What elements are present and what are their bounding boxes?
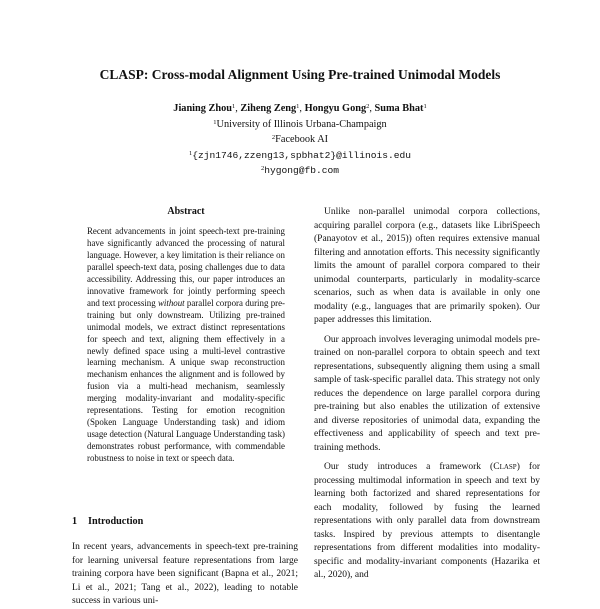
body-paragraph [314,461,540,583]
email-marker: 2 [260,165,265,172]
author-names [0,101,600,117]
abstract-text [87,226,285,465]
abstract-heading: Abstract [167,206,205,217]
paragraph-part: ) for processing multimodal information in speech and text by learning both factorized and shared representations for each modality, followed by fusing the learned representations with only parallel data from downstream tasks. Inspired by previous attempts to disentangle representations from different modalities into modality-specific and modality-invariant components (Hazarika et al., 2020), and [314,462,540,580]
author-name: Hongyu Gong [304,103,367,114]
author-name: Jianing Zhou [173,103,232,114]
framework-name: Clasp [493,462,517,472]
affiliation-marker: 2 [271,134,276,141]
author-affiliation-marker: 1 [423,103,427,110]
section-title: Introduction [88,516,144,527]
author-affiliation-marker: 2 [366,103,370,110]
author-separator: , [235,103,241,114]
body-paragraph: Unlike non-parallel unimodal corpora collections, acquiring parallel corpora (e.g., datasets like LibriSpeech (Panayotov et al., 2015)) often requires extensive manual filtering and annotation efforts. This necessity significantly limits the amount of parallel corpora compared to their unimodal counterparts, particularly in modality-scarce scenarios, such as when data is available in only one modality (e.g., languages that are primarily spoken). Our paper addresses this limitation. [314,207,540,325]
paragraph-part: Our study introduces a framework ( [324,462,494,472]
email-marker: 1 [188,149,193,157]
affiliation-1 [0,117,600,133]
affiliation-text: Facebook AI [275,134,329,145]
author-block [0,101,600,179]
section-heading-introduction [72,516,143,527]
affiliation-text: University of Illinois Urbana-Champaign [216,118,387,130]
email-text: hygong@fb.com [264,165,340,176]
abstract-part: Recent advancements in joint speech-text pre-training have significantly advanced the processing of natural language. However, a key limitation is their reliance on parallel speech-text data, posing challenges due to data accessibility. Addressing this, our paper introduces an innovative framework for jointly performing speech and text processing [87,226,285,308]
author-separator: , [299,103,305,114]
author-affiliation-marker: 1 [231,103,236,110]
author-affiliation-marker: 1 [296,103,300,110]
affiliation-2 [0,132,600,148]
email-2 [0,163,600,179]
email-1 [0,148,600,164]
author-name: Ziheng Zeng [240,103,297,114]
affiliation-marker: 1 [213,118,217,126]
body-paragraph: Our approach involves leveraging unimodal models pre-trained on non-parallel corpora to obtain speech and text representations, subsequently aligning them using a small sample of task-specific parallel data. This strategy not only reduces the dependence on large parallel corpora during pre-training but also enables the utilization of extensive and diverse repositories of unimodal data, expanding the effectiveness and applicability of speech and text pre-training methods. [314,334,540,453]
introduction-paragraph: In recent years, advancements in speech-text pre-training for learning universal feature representations from large training corpora have been significant (Bapna et al., 2021; Li et al., 2021; Tang et al., 2022), leading to notable success in various uni- [72,542,298,606]
abstract-emphasis: without [157,297,185,308]
abstract-part: parallel corpora during pre-training but only downstream. Utilizing pre-trained unimodal models, we extract distinct representations for speech and text, aligning them effectively in a newly defined space using a multi-level contrastive learning mechanism. A unique swap reconstruction mechanism enhances the alignment and is followed by fusion via a multi-head mechanism, seamlessly merging modality-invariant and modality-specific representations. Testing for emotion recognition (Spoken Language Understanding task) and idiom usage detection (Natural Language Understanding task) demonstrates robust performance, with commendable robustness to noise in text or speech data. [87,297,285,464]
right-column [314,206,540,589]
email-text: {zjn1746,zzeng13,spbhat2}@illinois.edu [192,149,412,161]
section-number: 1 [72,516,78,527]
author-name: Suma Bhat [374,103,424,114]
author-separator: , [369,103,375,114]
paper-title: CLASP: Cross-modal Alignment Using Pre-trained Unimodal Models [99,67,501,82]
